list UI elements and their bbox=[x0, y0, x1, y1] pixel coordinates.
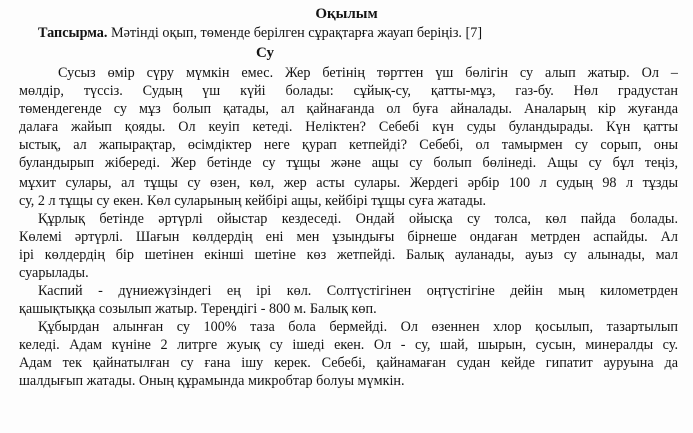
paragraph-line: мөлдір, түссіз. Судың үш күйі болады: сұйық-су, қатты-мұз, газ-бу. Нөл градустан bbox=[19, 83, 678, 99]
paragraph-line: ірі көлдердің бір шетінен екінші шетіне көз жетпейді. Балық ауланады, ауыз су алынады, мал bbox=[19, 247, 678, 263]
paragraph-line: Көлемі әртүрлі. Шағын көлдердің ені мен ұзындығы бірнеше ондаған метрден аспайды. Ал bbox=[19, 229, 678, 245]
paragraph-line: Құбырдан алынған су 100% таза бола бермейді. Ол өзеннен хлор қосылып, тазартылып bbox=[38, 319, 678, 335]
paragraph-line: далаға жайып қояды. Ол кеуіп кетеді. Неліктен? Себебі күн суды буландырады. Күн қатты bbox=[19, 119, 678, 135]
text-title: Су bbox=[256, 45, 274, 61]
task-label: Тапсырма. bbox=[38, 25, 108, 41]
task-text: Мәтінді оқып, төменде берілген сұрақтарға жауап беріңіз. [7] bbox=[111, 25, 483, 41]
paragraph-line: келеді. Адам күніне 2 литрге жуық су ішеді екен. Ол - су, шай, шырын, сусын, минералды су. bbox=[19, 337, 678, 353]
paragraph-line: ыстық, ал жапырақтар, өсімдіктер неге қурап кетпейді? Себебі, ол тамырмен су сорып, оны bbox=[19, 137, 678, 153]
paragraph-line: Құрлық бетінде әртүрлі ойыстар кездеседі. Ондай ойысқа су толса, көл пайда болады. bbox=[38, 211, 678, 227]
paragraph-line: шалдығып жатады. Оның құрамында микробтар болуы мүмкін. bbox=[19, 373, 405, 389]
paragraph-line: төмендегенде су мұз болып қатады, ал қайнағанда ол буға айналады. Аналарың кір жуғанда bbox=[19, 101, 678, 117]
paragraph-line: Сусыз өмір сүру мүмкін емес. Жер бетінің төрттен үш бөлігін су алып жатыр. Ол – bbox=[58, 65, 678, 81]
paragraph-line: суарылады. bbox=[19, 265, 89, 281]
paragraph-line: қашықтыққа созылып жатыр. Тереңдігі - 800 м. Балық көп. bbox=[19, 301, 377, 317]
paragraph-line: мұхит сулары, ал тұщы су өзен, көл, жер асты сулары. Жердегі әрбір 100 л судың 98 л тұзды bbox=[19, 175, 678, 191]
paragraph-line: су, 2 л тұщы су екен. Көл суларының кейбірі ащы, кейбірі тұщы суға жатады. bbox=[19, 193, 487, 209]
paragraph-line: Каспий - дүниежүзіндегі ең ірі көл. Солтүстігінен оңтүстігіне дейін мың километрден bbox=[38, 283, 678, 299]
paragraph-line: Адам тек қайнатылған су ғана ішу керек. Себебі, қайнамаған судан кейде гипатит ауруына да bbox=[19, 355, 678, 371]
task-line bbox=[38, 25, 678, 41]
paragraph-line: буландырып жібереді. Жер бетінде су тұщы және ащы су болып бөлінеді. Ащы су бұл теңіз, bbox=[19, 155, 678, 171]
section-heading: Оқылым bbox=[315, 6, 378, 22]
